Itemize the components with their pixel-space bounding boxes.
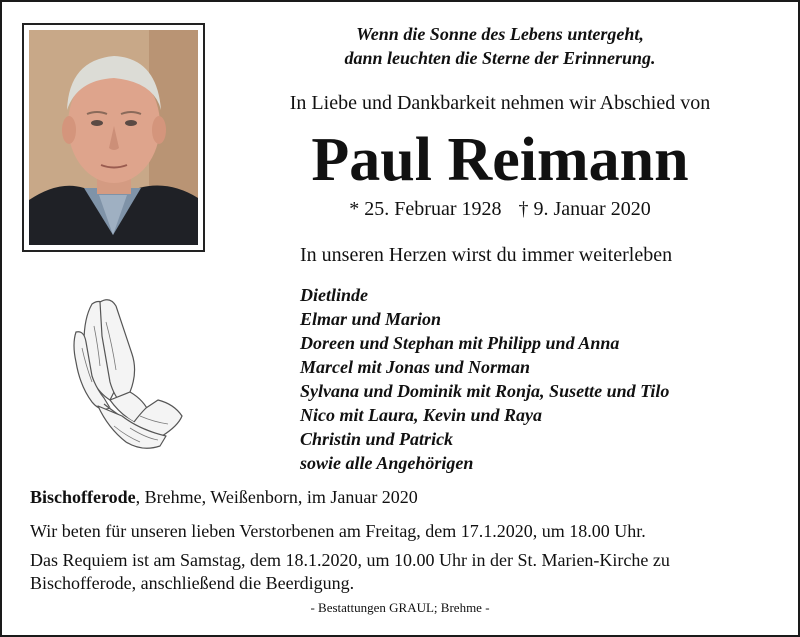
motto bbox=[230, 22, 770, 70]
funeral-home-credit: - Bestattungen GRAUL; Brehme - bbox=[310, 600, 490, 615]
motto-line-1: Wenn die Sonne des Lebens untergeht, bbox=[356, 24, 644, 44]
motto-line-2: dann leuchten die Sterne der Erinnerung. bbox=[344, 48, 656, 68]
mourner-item: Nico mit Laura, Kevin und Raya bbox=[300, 405, 543, 425]
portrait-frame bbox=[22, 23, 205, 252]
place-rest: , Brehme, Weißenborn, im Januar 2020 bbox=[135, 487, 418, 507]
tagline: In unseren Herzen wirst du immer weiterleben bbox=[300, 244, 673, 266]
place-main: Bischofferode bbox=[30, 487, 136, 507]
mourner-item: Marcel mit Jonas und Norman bbox=[300, 357, 531, 377]
mourner-item: sowie alle Angehörigen bbox=[300, 453, 474, 473]
praying-hands-icon bbox=[70, 296, 188, 454]
mourner-item: Elmar und Marion bbox=[300, 309, 442, 329]
mourner-item: Dietlinde bbox=[300, 285, 368, 305]
mourner-item: Christin und Patrick bbox=[300, 429, 454, 449]
requiem-notice: Das Requiem ist am Samstag, dem 18.1.2020, um 10.00 Uhr in der St. Marien-Kirche zu Bischofferode, anschließend die Beerdigung. bbox=[30, 550, 670, 593]
mourners-list bbox=[300, 283, 669, 475]
portrait-photo bbox=[29, 30, 198, 245]
place-and-date bbox=[30, 487, 418, 508]
mourner-item: Sylvana und Dominik mit Ronja, Susette und Tilo bbox=[300, 381, 670, 401]
mourner-item: Doreen und Stephan mit Philipp und Anna bbox=[300, 333, 620, 353]
birth-date: * 25. Februar 1928 bbox=[349, 198, 502, 220]
farewell-intro: In Liebe und Dankbarkeit nehmen wir Abschied von bbox=[289, 92, 711, 114]
deceased-name: Paul Reimann bbox=[311, 126, 689, 194]
death-date: † 9. Januar 2020 bbox=[518, 198, 651, 220]
life-dates bbox=[230, 198, 770, 221]
prayer-notice: Wir beten für unseren lieben Verstorbenen am Freitag, dem 17.1.2020, um 18.00 Uhr. bbox=[30, 521, 646, 541]
